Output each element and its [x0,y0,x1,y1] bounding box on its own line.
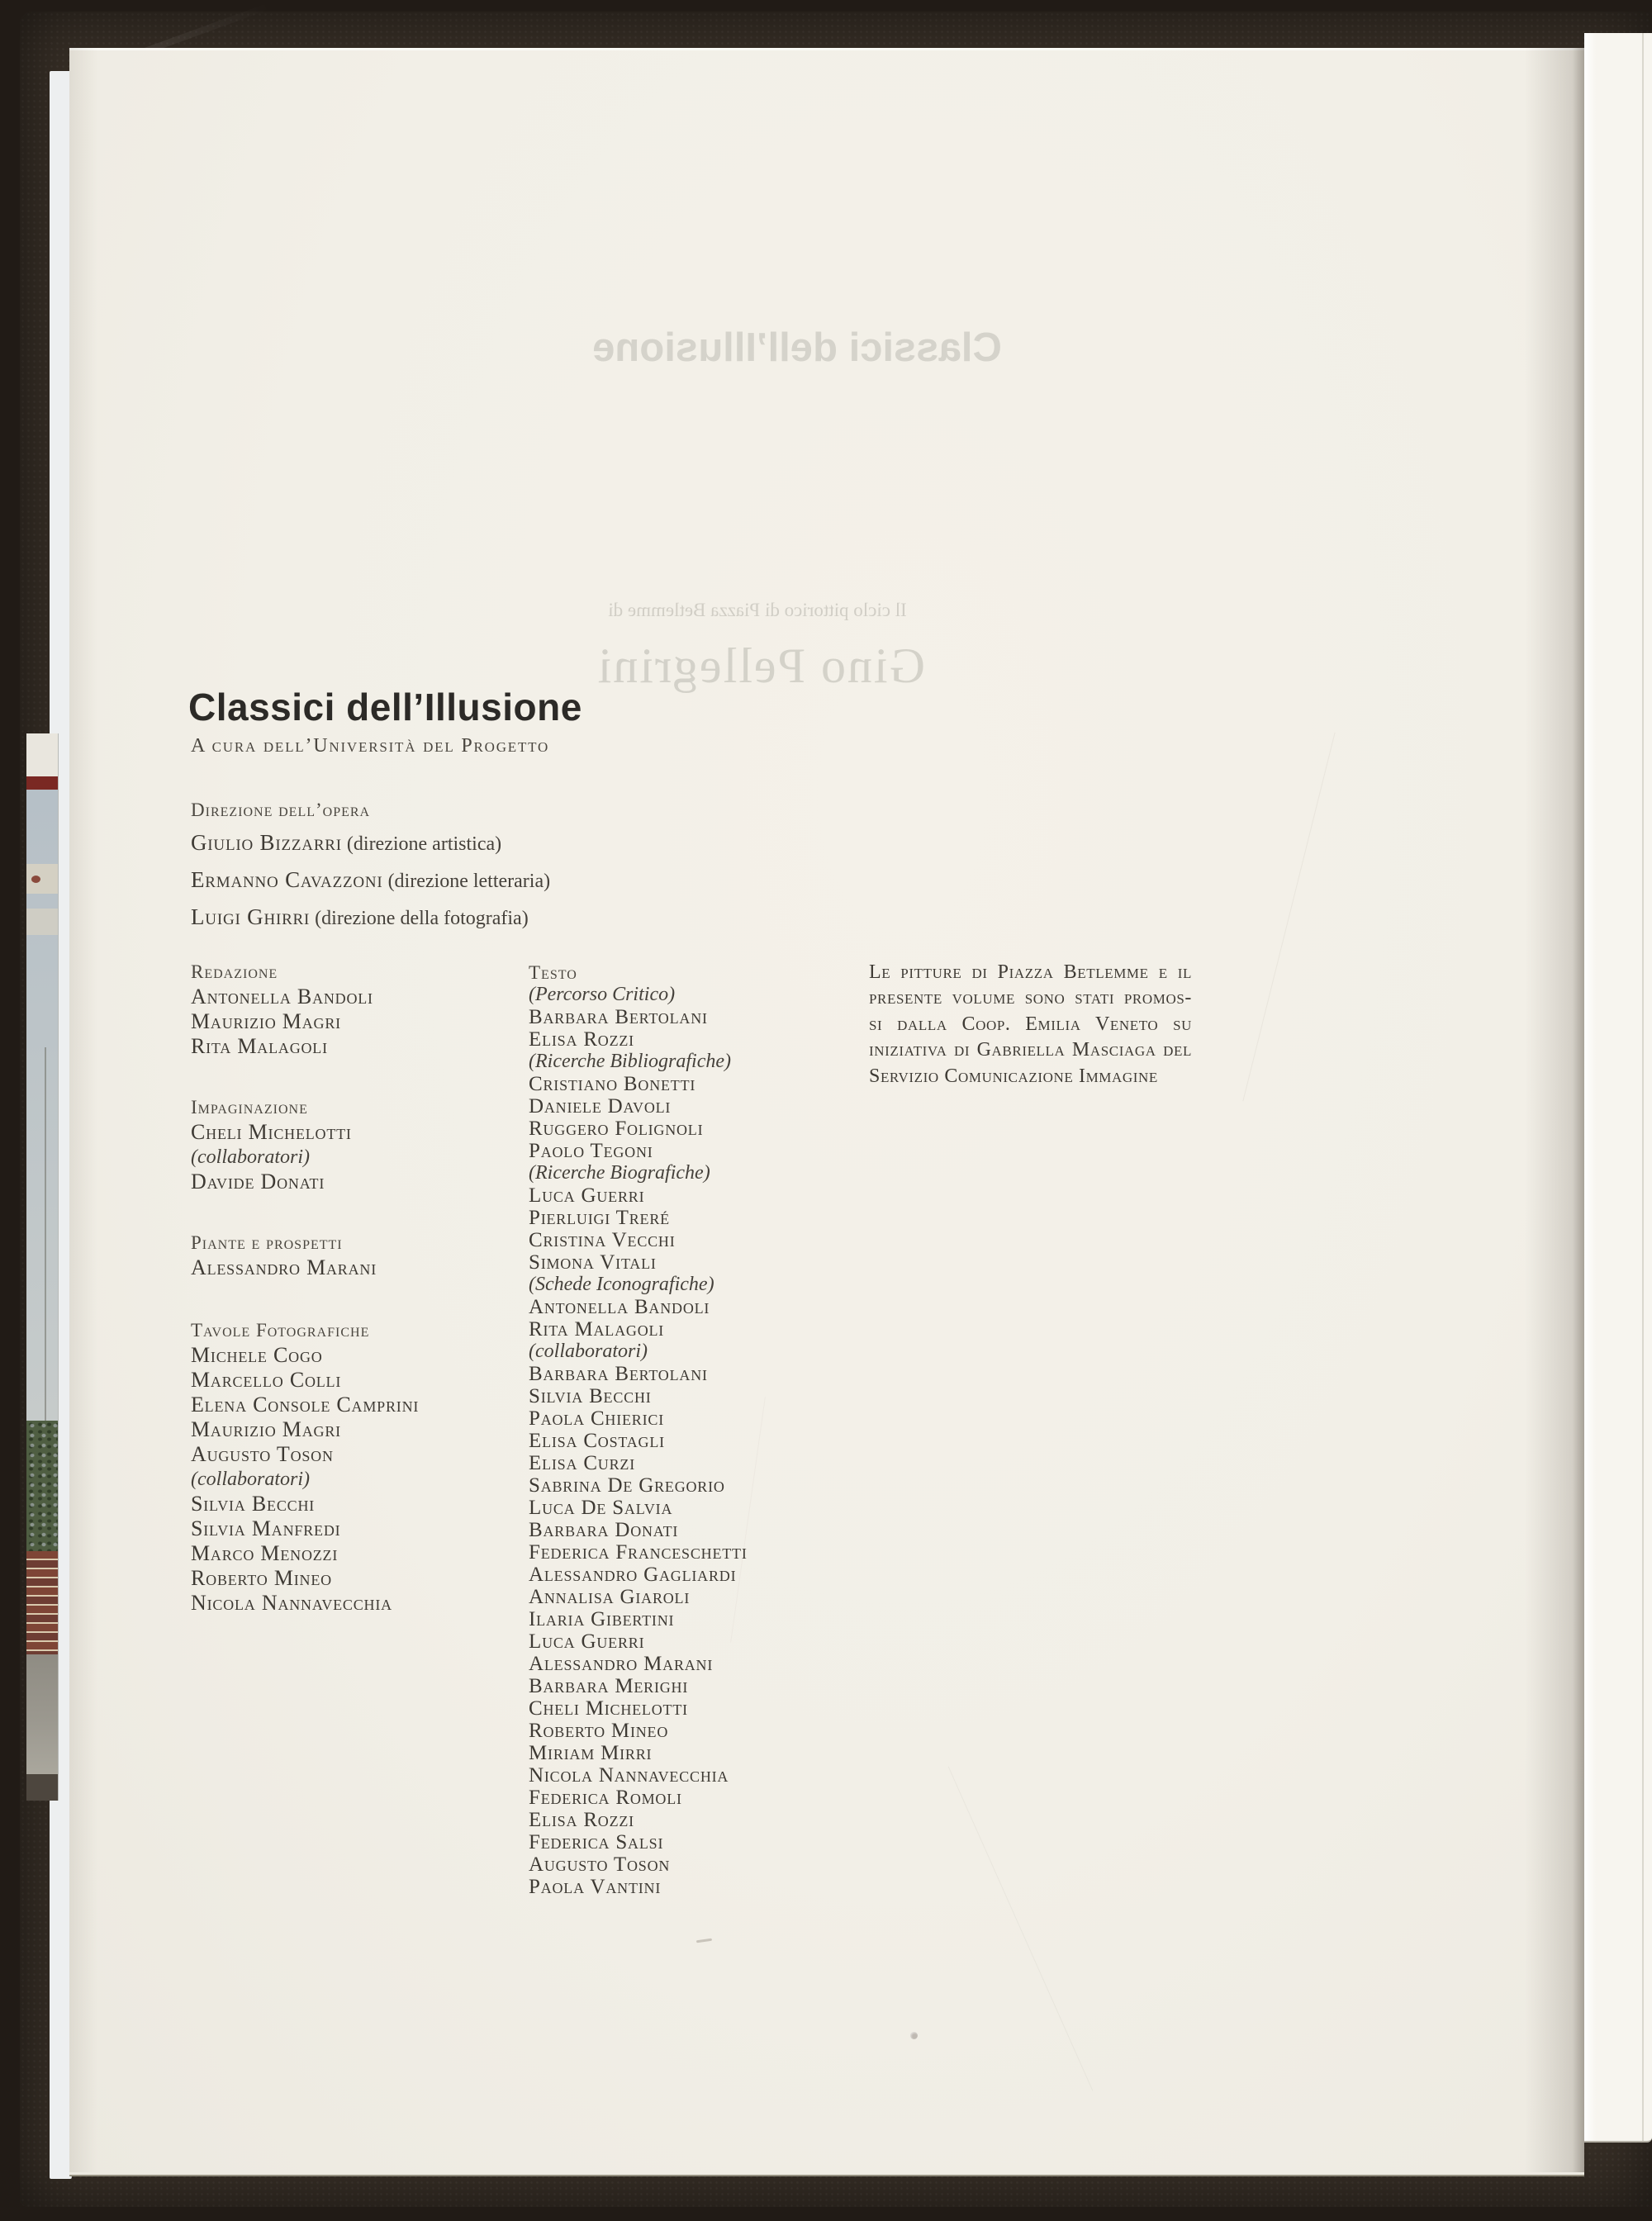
photo-brick-wall [26,1551,58,1654]
credit-name: Simona Vitali [529,1251,657,1274]
credit-name: Silvia Becchi [529,1385,652,1407]
credit-name: Federica Romoli [529,1787,682,1809]
promo-paragraph [869,960,1192,1089]
credit-name: Rita Malagoli [529,1318,665,1341]
credit-name: Annalisa Giaroli [529,1586,691,1608]
credit-name: Barbara Merighi [529,1675,689,1697]
credit-name: Nicola Nannavecchia [191,1591,392,1615]
credit-name: Paolo Tegoni [529,1140,653,1162]
credit-note: (collaboratori) [191,1469,310,1490]
credit-note: (Ricerche Bibliografiche) [529,1051,732,1072]
credit-name: Elena Console Camprini [191,1393,420,1417]
photo-pole [45,1047,46,1421]
credit-name: Miriam Mirri [529,1742,653,1764]
credit-name: Rita Malagoli [191,1034,328,1058]
credit-name: Cristiano Bonetti [529,1073,696,1095]
tavole-section [191,1318,419,1616]
page-title: Classici dell’Illusione [188,686,582,728]
credit-name: Luigi Ghirri [191,904,311,929]
credit-note: (Percorso Critico) [529,984,676,1005]
credit-name: Elisa Rozzi [529,1809,634,1831]
photo-foliage [26,1421,58,1551]
credit-name: Michele Cogo [191,1343,323,1367]
credit-name: Giulio Bizzarri [191,830,342,855]
photo-shadow [26,1774,58,1801]
photo-pavement [26,1654,58,1774]
showthrough-subtitle: Il ciclo pittorico di Piazza Betlemme di [608,600,907,620]
page-stack-edge [1584,33,1652,2143]
credit-name: Augusto Toson [529,1853,671,1876]
credit-role: (direzione letteraria) [382,871,551,892]
showthrough-title: Classici dell’Illusione [592,325,1002,370]
credit-name: Augusto Toson [191,1442,334,1466]
credit-name: Alessandro Gagliardi [529,1564,737,1586]
credit-name: Paola Vantini [529,1876,662,1898]
credit-name: Alessandro Marani [191,1255,377,1279]
credit-name: Barbara Bertolani [529,1363,708,1385]
credit-name: Davide Donati [191,1170,325,1194]
credit-note: (Schede Iconografiche) [529,1274,714,1295]
page-left-shadow [69,48,97,2172]
impaginazione-label: Impaginazione [191,1097,308,1118]
photo-cloud [26,909,58,935]
credit-name: Roberto Mineo [529,1720,669,1742]
credit-name: Nicola Nannavecchia [529,1764,729,1787]
credit-name: Roberto Mineo [191,1566,332,1590]
promo-line: si dalla Coop. Emilia Veneto su [869,1013,1192,1035]
redazione-label: Redazione [191,961,278,982]
photo-sky-highlight [26,733,58,776]
impaginazione-section [191,1095,352,1194]
credit-name: Barbara Donati [529,1519,679,1541]
piante-lines [191,1255,377,1280]
direzione-entries [191,826,550,937]
direzione-entry [191,826,550,863]
credit-name: Cheli Michelotti [191,1120,352,1144]
direzione-label: Direzione dell’opera [191,800,371,820]
gutter-shadow [1525,48,1584,2172]
photo-red-band [26,776,58,790]
piante-label: Piante e prospetti [191,1232,343,1253]
credit-name: Maurizio Magri [191,1417,341,1441]
credit-name: Elisa Costagli [529,1430,665,1452]
credit-name: Alessandro Marani [529,1653,714,1675]
piante-section [191,1231,377,1280]
credit-name: Daniele Davoli [529,1095,672,1118]
testo-label: Testo [529,962,577,983]
credit-name: Cheli Michelotti [529,1697,688,1720]
promo-line: Le pitture di Piazza Betlemme e il [869,961,1192,983]
credit-name: Sabrina De Gregorio [529,1474,725,1497]
credit-name: Elisa Curzi [529,1452,635,1474]
credit-name: Silvia Manfredi [191,1516,341,1540]
photo-detail-dot [31,876,40,883]
credit-name: Paola Chierici [529,1407,665,1430]
credit-name: Luca Guerri [529,1630,645,1653]
credit-name: Silvia Becchi [191,1492,316,1516]
impaginazione-lines [191,1120,352,1194]
credit-name: Ermanno Cavazzoni [191,867,383,892]
promo-line: iniziativa di Gabriella Masciaga del [869,1039,1192,1061]
promo-line: presente volume sono stati promos- [869,987,1192,1009]
testo-lines [529,984,748,1898]
credit-name: Federica Salsi [529,1831,664,1853]
paper-speck [910,2032,918,2039]
credit-note: (Ricerche Biografiche) [529,1162,710,1184]
photo-page-sliver [26,733,59,1801]
redazione-section [191,960,373,1059]
credit-name: Luca De Salvia [529,1497,673,1519]
credit-role: (direzione artistica) [341,833,502,855]
credit-name: Luca Guerri [529,1184,645,1207]
tavole-label: Tavole Fotografiche [191,1320,370,1341]
credit-name: Antonella Bandoli [529,1296,710,1318]
direzione-entry [191,863,550,900]
credit-name: Elisa Rozzi [529,1028,634,1051]
credit-name: Ruggero Folignoli [529,1118,704,1140]
showthrough-author: Gino Pellegrini [596,638,925,693]
direzione-entry [191,900,550,937]
tavole-lines [191,1343,419,1616]
credit-name: Marcello Colli [191,1368,342,1392]
credit-name: Federica Franceschetti [529,1541,748,1564]
credit-name: Antonella Bandoli [191,985,373,1008]
credit-note: (collaboratori) [191,1146,310,1168]
testo-section [529,961,748,1898]
credit-name: Maurizio Magri [191,1009,341,1033]
promo-line: Servizio Comunicazione Immagine [869,1065,1158,1087]
credit-name: Pierluigi Treré [529,1207,670,1229]
credit-name: Barbara Bertolani [529,1006,708,1028]
credit-role: (direzione della fotografia) [310,908,529,929]
credit-note: (collaboratori) [529,1341,648,1362]
credit-name: Ilaria Gibertini [529,1608,675,1630]
credit-name: Cristina Vecchi [529,1229,676,1251]
page-edge-line [1642,33,1644,2141]
page-subtitle: A cura dell’Università del Progetto [191,735,550,757]
credit-name: Marco Menozzi [191,1541,339,1565]
redazione-lines [191,985,373,1059]
